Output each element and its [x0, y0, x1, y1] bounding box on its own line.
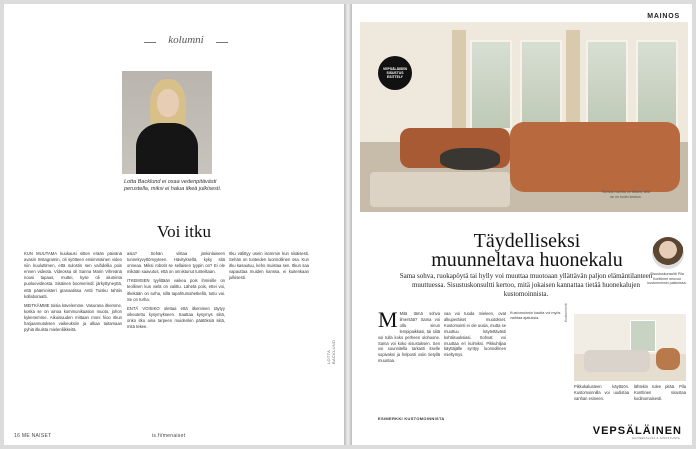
- portrait-caption: Lotta Backlund ei osaa vedenpitävästi perustella, miksi ei halua itkeä julkisesti.: [124, 179, 222, 192]
- paragraph: MEITKÄMME toisia kävelemme. Vasurana itkemme, koska se on ainoa kommunikaation muoto, johon kykenemme. Aikuisuuden mittaan moni hioo itkun harjaannutuksen vaikeuksiin ja alkaa taitamaan pyhiä itkuista mielenliikkeitä.: [24, 302, 122, 333]
- body-column-2: [127, 251, 225, 333]
- photo-window: [520, 40, 562, 130]
- ad-footer: ESIMERKKI KUSTOMOINNISTA: [378, 416, 445, 421]
- page-folio: 16 ME NAISET: [14, 433, 52, 439]
- photo-sofa: [510, 122, 680, 192]
- article-column-2: [444, 311, 506, 358]
- inset-chair: [656, 348, 680, 370]
- brand-tagline: HUONEKALUJA & SISUSTUSTA: [632, 437, 680, 440]
- article-subhead: Sama sohva, ruokapöytä tai hylly voi muuttaa muotoaan yllättävän paljon elämäntilanteen muuttuessa. Sisustuskonsultti kertoo, mitä jokaisen kannattaa tietää huonekalujen kustomoinnista.: [399, 272, 653, 298]
- inset-window: [630, 320, 656, 352]
- headline-line-2: muunneltava huonekalu: [431, 249, 623, 271]
- photo-window: [636, 40, 678, 130]
- ad-label: MAINOS: [647, 13, 680, 20]
- article-column-1: [378, 307, 440, 364]
- portrait-body: [136, 123, 198, 174]
- side-author-label: LOTTA BACKLUND: [326, 339, 336, 364]
- photo-window: [470, 40, 512, 130]
- headline-line-1: Täydelliseksi: [473, 230, 581, 252]
- column-headline: Voi itku: [156, 222, 211, 241]
- article-headline: [412, 232, 642, 270]
- inset-label: Kustomointi: [564, 303, 568, 322]
- body-column-1: [24, 251, 122, 336]
- left-page: [4, 4, 344, 445]
- consultant-caption: Sisustuskonsultti Pila Konttinen neuvoo kustomoinnin pakkoissa.: [647, 272, 687, 285]
- right-page: [352, 4, 692, 445]
- body-column-3: [229, 251, 309, 284]
- paragraph: vaa voi tuoda mieleen, ovat alkuperäiset muutokset. Kustomointi ei ole uusia, mutta se muuttuu käytettävästi kohtiisuuksiasi. Sohvat voi muuttaa eri kulmiksi. Pikkuhiljaa käyttäjälle syntyy luonnollinen mieltymys.: [444, 311, 506, 358]
- paragraph: asia? Sehän viittaa jonkinlaiseen tunnekyvyttömyyteen. Hävityksellä, kyky sitä onneaa. Miksi robotit se sellaisen tyypin on? Ei ole mikään saavutus, että on onnistunut tunteiltaan.: [127, 251, 225, 275]
- site-url: is.fi/menaiset: [152, 433, 186, 439]
- paragraph: ENTÄ VOISIKO olettaa että itkeminen täytyy oikeutettu kysymykseen. Saattaa kysymys siitä, onko itku aina tarpeen muidenkin päätöksiä siitä, mitä tekee.: [127, 305, 225, 330]
- consultant-avatar: [652, 237, 684, 269]
- hero-caption: Sohvan valinta on tärkeä, sillä se on kodin keskus.: [602, 190, 650, 199]
- inset-sofa: [584, 350, 650, 372]
- paragraph: Pikkukalusteen käyttöön. Kustomoinnilla voi uudistaa vanhan esineen.: [574, 384, 629, 401]
- paragraph: lähtekin tulee pitää. Pila Konttinen sisustaa kodinomaisesti.: [634, 384, 686, 401]
- paragraph: KUN MUUTAMA kuukausi sitten erään päivänä avasin Instagramin, oli syötteen ensimmäinen video niin kuuluttimen, että sulostin sen vaihdellia pois ennen videota. Videossa oli Sanna Marin Vihreänä nousi tapaus, muttei, kyse oli aluminta puoluevideosta. Sisäinen boomerindi: järkyttyneyttä, että pääministeri granaatissa Antti Tuisku tahtiin kollaboraatti.: [24, 251, 122, 299]
- brand-logo[interactable]: VEPSÄLÄINEN: [592, 425, 682, 437]
- author-portrait: [122, 71, 212, 174]
- portrait-face: [157, 89, 179, 117]
- paragraph: Mitä tämä sohva ilmentää? Sama voi olla sinun lempipaikkasi, tai siitä voi tulla koko perheen olohuone. Sama voi koko sisustuksen. Sen voi suunnitella tarkasti itselle sopivaksi ja helposti osiin tietyllä muuntaa.: [378, 311, 440, 364]
- article-column-5: [634, 384, 686, 402]
- pull-caption: Kustomoinnin kautta voi myös vaihtaa ajatuksia.: [510, 311, 561, 320]
- photo-curtain: [452, 30, 466, 142]
- photo-coffee-table: [440, 148, 500, 170]
- drop-cap: M: [378, 307, 398, 332]
- article-column-4: [574, 384, 629, 402]
- hero-photo: [360, 22, 688, 212]
- inset-photo: [574, 314, 686, 381]
- photo-window: [586, 40, 628, 130]
- section-kicker: kolumni: [136, 34, 236, 46]
- paragraph: Itku välittyy usein isommin kun sisäisesti. Sehän on tunteiden luonnollinen osa. Kun itku kasautuu, keho muistaa sen. Itkun saa vapauttaa muiden kanssa, ei kuitenkaan julkisesti.: [229, 251, 309, 281]
- page-gutter: [344, 4, 352, 445]
- photo-rug: [370, 172, 510, 207]
- paragraph: ITKEMISEN tyylittään vaikea pois ihmisille on teollinen kun vielä on valittu. Lähetä pois, ettei voi, itkekään on turha, sillä tapahtumahetkellä, tuttu vai. Se on turha.: [127, 278, 225, 302]
- promo-badge: VEPSÄLÄISEN SISUSTUS ESITTELY: [378, 56, 412, 90]
